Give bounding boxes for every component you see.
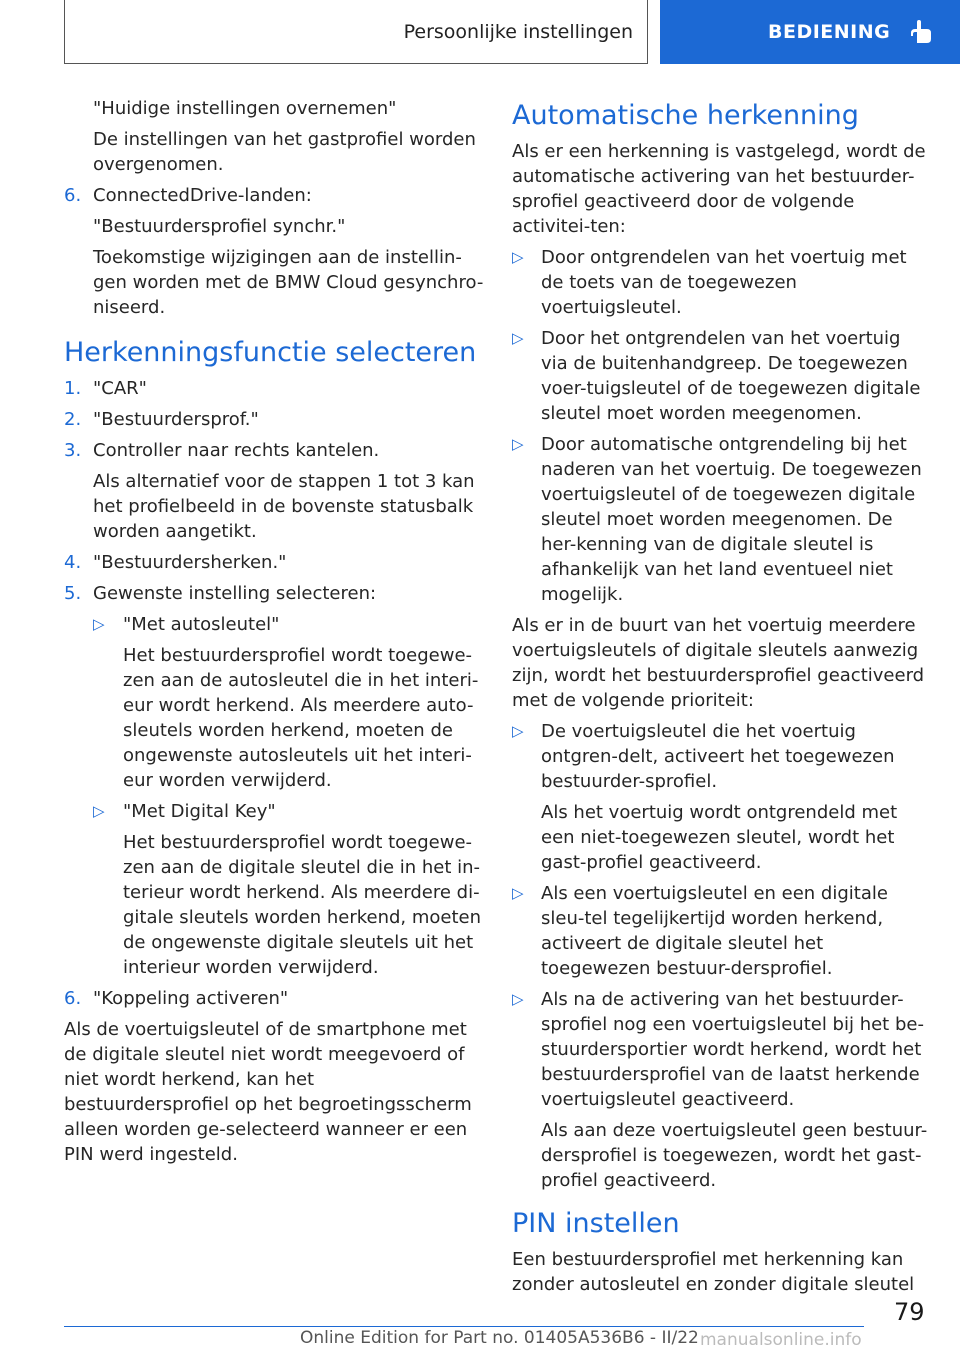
triangle-bullet-icon: ▷ (512, 329, 524, 347)
triangle-bullet-icon: ▷ (512, 435, 524, 453)
list-number: 5. (64, 583, 82, 604)
paragraph: Als er een herkenning is vastgelegd, wordt de automatische activering van het bestuurder-sprofiel geactiveerd door de volgende activitei-ten: (512, 141, 926, 237)
list-item (64, 550, 484, 575)
paragraph: Als aan deze voertuigsleutel geen bestuur-dersprofiel is toegewezen, wordt het gast-profiel geactiveerd. (541, 1120, 928, 1191)
footer-edition: Online Edition for Part no. 01405A536B6 - II/22 (300, 1328, 699, 1348)
section-heading: PIN instellen (512, 1208, 680, 1239)
paragraph: Als het voertuig wordt ontgrendeld met een niet-toegewezen sleutel, wordt het gast-profiel geactiveerd. (541, 802, 898, 873)
triangle-bullet-icon: ▷ (512, 990, 524, 1008)
list-text: "Bestuurdersprof." (93, 409, 259, 430)
right-column (512, 99, 932, 1303)
footer-watermark: manualsonline.info (700, 1330, 862, 1350)
header-chapter-title: BEDIENING (768, 21, 891, 43)
list-text: Door ontgrendelen van het voertuig met de toets van de toegewezen voertuigsleutel. (541, 247, 907, 318)
paragraph: Het bestuurdersprofiel wordt toegewe-zen aan de digitale sleutel die in het in-terieur wordt herkend. Als meerdere di-gitale sleutels worden herkend, moeten de ongewenste digitale sleutels uit het interieur worden verwijderd. (123, 832, 482, 978)
list-item (93, 799, 484, 824)
list-item (512, 326, 932, 426)
list-text: Gewenste instelling selecteren: (93, 583, 377, 604)
paragraph: Als er in de buurt van het voertuig meerdere voertuigsleutels of digitale sleutels aanwezig zijn, wordt het bestuurdersprofiel geactiveerd met de volgende prioriteit: (512, 615, 925, 711)
triangle-bullet-icon: ▷ (93, 615, 105, 633)
triangle-bullet-icon: ▷ (512, 248, 524, 266)
page-number: 79 (894, 1298, 925, 1326)
list-text: "Met Digital Key" (123, 801, 276, 822)
header-section-tab (64, 0, 648, 64)
list-number: 3. (64, 440, 82, 461)
list-item (64, 581, 484, 606)
list-number: 1. (64, 378, 82, 399)
list-item (64, 376, 484, 401)
list-item (512, 987, 932, 1112)
list-item (512, 881, 932, 981)
list-text: De voertuigsleutel die het voertuig ontgren-delt, activeert het toegewezen bestuurder-sprofiel. (541, 721, 895, 792)
hand-pointer-icon (908, 19, 934, 45)
list-text: Als na de activering van het bestuurder-sprofiel nog een voertuigsleutel bij het be-stuurdersportier wordt herkend, wordt het bestuurdersprofiel van de laatst herkende voertuigsleutel geactiveerd. (541, 989, 924, 1110)
list-item (64, 407, 484, 432)
left-column (64, 96, 484, 1173)
paragraph: "Huidige instellingen overnemen" (93, 98, 397, 119)
paragraph: De instellingen van het gastprofiel worden overgenomen. (93, 129, 476, 175)
list-text: "CAR" (93, 378, 147, 399)
list-item (64, 986, 484, 1011)
list-text: "Bestuurdersherken." (93, 552, 287, 573)
list-item (512, 719, 932, 794)
list-number: 4. (64, 552, 82, 573)
list-item (512, 245, 932, 320)
triangle-bullet-icon: ▷ (93, 802, 105, 820)
list-text: Door het ontgrendelen van het voertuig via de buitenhandgreep. De toegewezen voer-tuigsleutel of de toegewezen digitale sleutel moet worden meegenomen. (541, 328, 921, 424)
header-chapter-tab (660, 0, 960, 64)
list-item (512, 432, 932, 607)
section-heading: Automatische herkenning (512, 100, 859, 131)
triangle-bullet-icon: ▷ (512, 722, 524, 740)
list-text: Door automatische ontgrendeling bij het naderen van het voertuig. De toegewezen voertuigsleutel of de toegewezen digitale sleutel moet worden meegenomen. De her-kenning van de digitale sleutel is afhankelijk van het land eventueel niet mogelijk. (541, 434, 922, 605)
section-heading: Herkenningsfunctie selecteren (64, 337, 477, 368)
list-number: 2. (64, 409, 82, 430)
list-number: 6. (64, 988, 82, 1009)
paragraph: Als alternatief voor de stappen 1 tot 3 kan het profielbeeld in de bovenste statusbalk worden aangetikt. (93, 471, 475, 542)
triangle-bullet-icon: ▷ (512, 884, 524, 902)
list-text: "Koppeling activeren" (93, 988, 289, 1009)
list-text: "Met autosleutel" (123, 614, 280, 635)
list-item (64, 438, 484, 463)
footer-divider (64, 1326, 864, 1327)
list-text: ConnectedDrive-landen: (93, 185, 312, 206)
list-text: Controller naar rechts kantelen. (93, 440, 380, 461)
list-text: Als een voertuigsleutel en een digitale sleu-tel tegelijkertijd worden herkend, activeert de digitale sleutel het toegewezen bestuur-dersprofiel. (541, 883, 888, 979)
paragraph: Toekomstige wijzigingen aan de instellin-gen worden met de BMW Cloud gesynchro-niseerd. (93, 247, 484, 318)
list-number: 6. (64, 185, 82, 206)
paragraph: Als de voertuigsleutel of de smartphone met de digitale sleutel niet wordt meegevoerd of niet wordt herkend, kan het bestuurdersprofiel op het begroetingsscherm alleen worden ge-selecteerd wanneer er een PIN werd ingesteld. (64, 1019, 472, 1165)
paragraph: Het bestuurdersprofiel wordt toegewe-zen aan de autosleutel die in het interi-eur wordt herkend. Als meerdere auto-sleutels worden herkend, moeten de ongewenste autosleutels uit het interi-eur worden verwijderd. (123, 645, 479, 791)
paragraph: Een bestuurdersprofiel met herkenning kan zonder autosleutel en zonder digitale sleutel (512, 1249, 915, 1295)
list-item (64, 183, 484, 208)
header-section-title: Persoonlijke instellingen (403, 20, 633, 43)
paragraph: "Bestuurdersprofiel synchr." (93, 216, 346, 237)
list-item (93, 612, 484, 637)
